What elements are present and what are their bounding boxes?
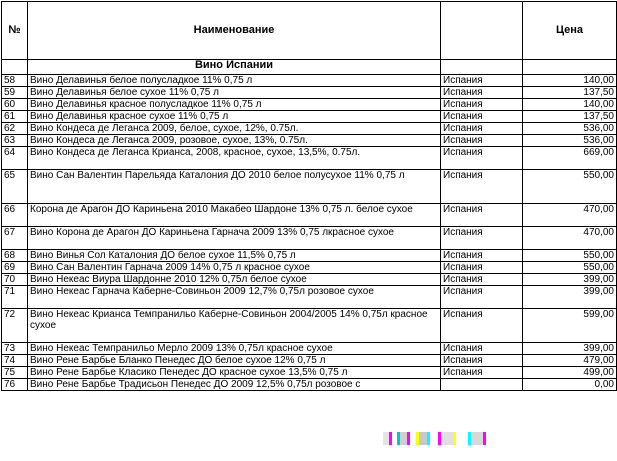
table-header-row <box>2 2 617 60</box>
row-num: 73 <box>2 343 28 355</box>
row-num: 67 <box>2 227 28 250</box>
row-name: Вино Рене Барбье Традисьон Пенедес ДО 2009 12,5% 0,75л розовое с <box>28 379 441 391</box>
section-spacer-country <box>441 60 523 75</box>
table-row <box>2 99 617 111</box>
row-price: 0,00 <box>523 379 617 391</box>
row-country: Испания <box>441 355 523 367</box>
row-country: Испания <box>441 274 523 286</box>
row-country: Испания <box>441 286 523 309</box>
table-row <box>2 355 617 367</box>
row-country: Испания <box>441 227 523 250</box>
table-row <box>2 250 617 262</box>
row-num: 63 <box>2 135 28 147</box>
row-country: Испания <box>441 87 523 99</box>
row-name: Вино Некеас Гарнача Каберне-Совиньон 2009 12,7% 0,75л розовое сухое <box>28 286 441 309</box>
row-country: Испания <box>441 147 523 170</box>
price-table <box>1 1 617 391</box>
row-name: Вино Некеас Темпранильо Мерло 2009 13% 0,75л красное сухое <box>28 343 441 355</box>
row-country: Испания <box>441 170 523 204</box>
row-name: Вино Некеас Крианса Темпранильо Каберне-Совиньон 2004/2005 14% 0,75л красное сухое <box>28 309 441 343</box>
row-num: 58 <box>2 75 28 87</box>
row-name: Вино Сан Валентин Парельяда Каталония ДО 2010 белое полусухое 11% 0,75 л <box>28 170 441 204</box>
row-country: Испания <box>441 111 523 123</box>
row-price: 536,00 <box>523 123 617 135</box>
row-name: Вино Рене Барбье Бланко Пенедес ДО белое сухое 12% 0,75 л <box>28 355 441 367</box>
row-name: Вино Делавинья белое сухое 11% 0,75 л <box>28 87 441 99</box>
table-row <box>2 286 617 309</box>
row-price: 536,00 <box>523 135 617 147</box>
section-spacer-price <box>523 60 617 75</box>
section-spacer-left <box>2 60 28 75</box>
table-row <box>2 147 617 170</box>
row-country: Испания <box>441 262 523 274</box>
table-row <box>2 135 617 147</box>
table-row <box>2 309 617 343</box>
row-num: 71 <box>2 286 28 309</box>
row-price: 399,00 <box>523 343 617 355</box>
row-country: Испания <box>441 75 523 87</box>
row-price: 140,00 <box>523 99 617 111</box>
section-title: Вино Испании <box>28 60 441 75</box>
row-country: Испания <box>441 135 523 147</box>
row-num: 68 <box>2 250 28 262</box>
row-price: 399,00 <box>523 286 617 309</box>
row-name: Вино Кондеса де Леганса Крианса, 2008, красное, сухое, 13,5%, 0.75л. <box>28 147 441 170</box>
render-artifact <box>383 432 523 445</box>
row-num: 70 <box>2 274 28 286</box>
row-price: 550,00 <box>523 250 617 262</box>
row-country <box>441 379 523 391</box>
row-num: 61 <box>2 111 28 123</box>
row-name: Вино Некеас Виура Шардонне 2010 12% 0,75л белое сухое <box>28 274 441 286</box>
row-price: 550,00 <box>523 170 617 204</box>
row-price: 140,00 <box>523 75 617 87</box>
table-row <box>2 343 617 355</box>
table-row <box>2 274 617 286</box>
row-name: Вино Корона де Арагон ДО Кариньена Гарнача 2009 13% 0,75 лкрасное сухое <box>28 227 441 250</box>
row-num: 64 <box>2 147 28 170</box>
row-price: 599,00 <box>523 309 617 343</box>
row-price: 399,00 <box>523 274 617 286</box>
table-row <box>2 262 617 274</box>
row-name: Вино Кондеса де Леганса 2009, белое, сухое, 12%, 0.75л. <box>28 123 441 135</box>
row-price: 479,00 <box>523 355 617 367</box>
row-country: Испания <box>441 99 523 111</box>
table-row <box>2 170 617 204</box>
row-price: 550,00 <box>523 262 617 274</box>
row-num: 72 <box>2 309 28 343</box>
row-num: 59 <box>2 87 28 99</box>
header-country <box>441 2 523 60</box>
table-row <box>2 75 617 87</box>
row-country: Испания <box>441 204 523 227</box>
row-country: Испания <box>441 250 523 262</box>
row-num: 65 <box>2 170 28 204</box>
section-row <box>2 60 617 75</box>
table-row <box>2 367 617 379</box>
row-price: 470,00 <box>523 204 617 227</box>
row-name: Вино Сан Валентин Гарнача 2009 14% 0,75 л красное сухое <box>28 262 441 274</box>
row-price: 669,00 <box>523 147 617 170</box>
row-num: 76 <box>2 379 28 391</box>
table-row <box>2 227 617 250</box>
row-num: 74 <box>2 355 28 367</box>
header-price: Цена <box>523 2 617 60</box>
row-name: Вино Рене Барбье Класико Пенедес ДО красное сухое 13,5% 0,75 л <box>28 367 441 379</box>
row-num: 60 <box>2 99 28 111</box>
row-price: 470,00 <box>523 227 617 250</box>
row-country: Испания <box>441 367 523 379</box>
row-country: Испания <box>441 343 523 355</box>
table-row <box>2 379 617 391</box>
row-num: 66 <box>2 204 28 227</box>
table-row <box>2 111 617 123</box>
row-price: 499,00 <box>523 367 617 379</box>
row-name: Вино Кондеса де Леганса 2009, розовое, сухое, 13%, 0.75л. <box>28 135 441 147</box>
row-name: Вино Винья Сол Каталония ДО белое сухое 11,5% 0,75 л <box>28 250 441 262</box>
row-price: 137,50 <box>523 87 617 99</box>
table-row <box>2 87 617 99</box>
row-price: 137,50 <box>523 111 617 123</box>
row-country: Испания <box>441 123 523 135</box>
row-num: 75 <box>2 367 28 379</box>
row-num: 69 <box>2 262 28 274</box>
row-name: Вино Делавинья красное сухое 11% 0,75 л <box>28 111 441 123</box>
header-num: № <box>2 2 28 60</box>
row-name: Вино Делавинья белое полусладкое 11% 0,75 л <box>28 75 441 87</box>
table-row <box>2 204 617 227</box>
header-name: Наименование <box>28 2 441 60</box>
table-row <box>2 123 617 135</box>
row-num: 62 <box>2 123 28 135</box>
row-country: Испания <box>441 309 523 343</box>
row-name: Корона де Арагон ДО Кариньена 2010 Макабео Шардоне 13% 0,75 л. белое сухое <box>28 204 441 227</box>
row-name: Вино Делавинья красное полусладкое 11% 0,75 л <box>28 99 441 111</box>
